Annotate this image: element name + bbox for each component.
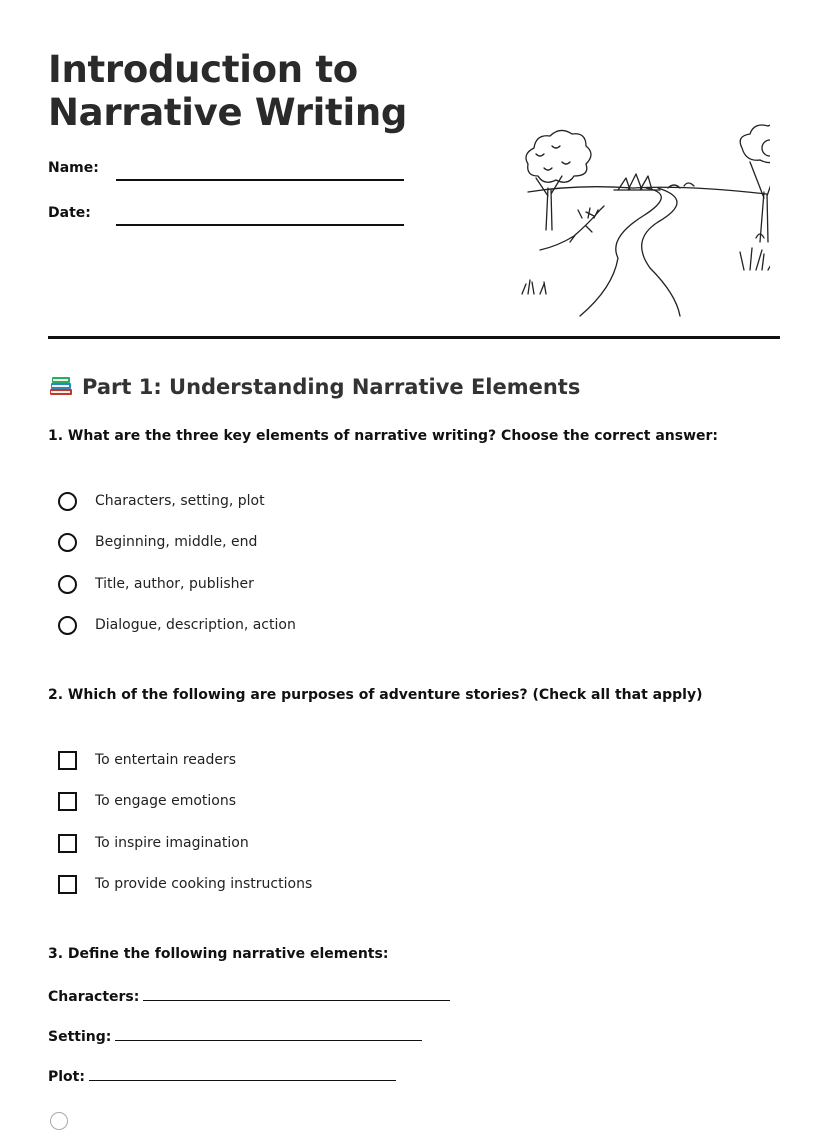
title-line-2: Narrative Writing <box>48 91 408 134</box>
title-line-1: Introduction to <box>48 48 358 91</box>
checkbox[interactable] <box>58 792 77 811</box>
question-1-options <box>48 490 748 656</box>
option-label: Beginning, middle, end <box>95 534 258 551</box>
part-1-heading <box>48 374 580 399</box>
option-label: To entertain readers <box>95 752 237 768</box>
name-input-line[interactable] <box>116 179 404 181</box>
worksheet-title <box>48 48 407 134</box>
name-field[interactable] <box>48 160 408 190</box>
question-3: 3. Define the following narrative elements: <box>48 946 389 962</box>
checkbox[interactable] <box>58 875 77 894</box>
radio-button[interactable] <box>58 575 77 594</box>
plot-label: Plot: <box>48 1069 85 1085</box>
question-2-option[interactable] <box>48 749 748 790</box>
question-1-option[interactable] <box>48 614 748 655</box>
bush-landscape-drawing <box>518 118 770 320</box>
option-label: To inspire imagination <box>95 834 249 851</box>
characters-label: Characters: <box>48 989 140 1005</box>
radio-button[interactable] <box>58 533 77 552</box>
question-1-option[interactable] <box>48 573 748 614</box>
next-radio-button[interactable] <box>50 1112 68 1130</box>
section-divider <box>48 336 780 339</box>
option-label: To engage emotions <box>95 793 237 810</box>
grass-tufts-sketch <box>522 208 770 294</box>
checkbox[interactable] <box>58 834 77 853</box>
setting-definition[interactable] <box>48 1026 422 1045</box>
plot-answer-line[interactable] <box>89 1066 396 1081</box>
worksheet-page <box>48 0 780 1118</box>
question-2: 2. Which of the following are purposes of adventure stories? (Check all that apply) <box>48 687 703 703</box>
question-2-option[interactable] <box>48 873 748 914</box>
path-right-edge <box>642 188 680 316</box>
option-label: To provide cooking instructions <box>95 876 313 893</box>
option-label: Title, author, publisher <box>95 575 254 592</box>
radio-button[interactable] <box>58 616 77 635</box>
right-tree-sketch <box>740 124 770 242</box>
question-1-option[interactable] <box>48 531 748 572</box>
question-1: 1. What are the three key elements of narrative writing? Choose the correct answer: <box>48 428 719 444</box>
checkbox[interactable] <box>58 751 77 770</box>
option-label: Dialogue, description, action <box>95 617 296 634</box>
books-emoji-icon <box>48 374 74 398</box>
plot-definition[interactable] <box>48 1066 396 1085</box>
koala-sketch <box>762 140 770 156</box>
setting-answer-line[interactable] <box>115 1026 422 1041</box>
date-field[interactable] <box>48 205 408 235</box>
date-label: Date: <box>48 205 91 221</box>
question-2-options <box>48 749 748 915</box>
radio-button[interactable] <box>58 492 77 511</box>
question-2-option[interactable] <box>48 832 748 873</box>
date-input-line[interactable] <box>116 224 404 226</box>
path-left-edge <box>580 188 661 316</box>
name-label: Name: <box>48 160 99 176</box>
lizard-sketch <box>540 206 604 250</box>
characters-definition[interactable] <box>48 986 450 1005</box>
setting-label: Setting: <box>48 1029 112 1045</box>
question-1-option[interactable] <box>48 490 748 531</box>
characters-answer-line[interactable] <box>143 986 450 1001</box>
question-2-option[interactable] <box>48 790 748 831</box>
part-1-heading-text: Part 1: Understanding Narrative Elements <box>82 375 581 399</box>
option-label: Characters, setting, plot <box>95 493 265 509</box>
